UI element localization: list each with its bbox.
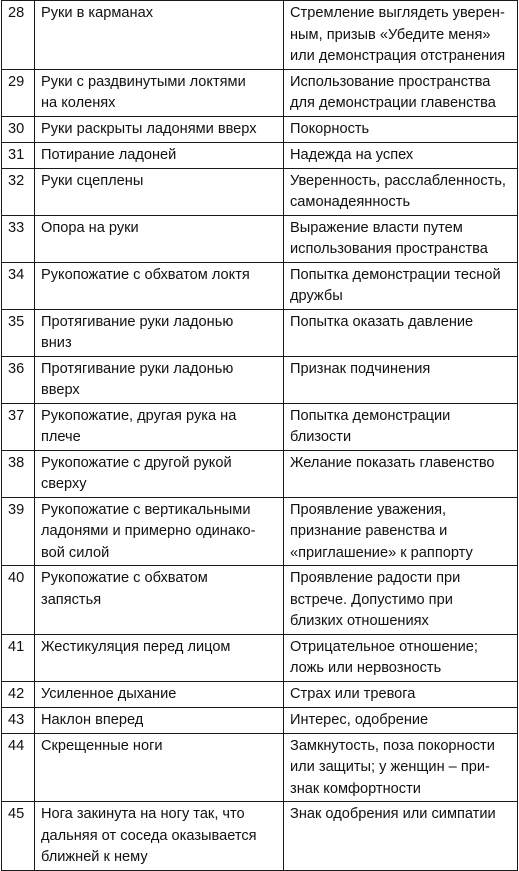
meaning-cell: Интерес, одобрение (284, 707, 518, 733)
row-number: 33 (2, 215, 35, 262)
meaning-cell: Попытка оказать давление (284, 309, 518, 356)
gestures-table (1, 0, 518, 871)
meaning-cell: Выражение власти путем использования пространства (284, 215, 518, 262)
table-row (2, 707, 518, 733)
meaning-cell: Покорность (284, 116, 518, 142)
row-number: 39 (2, 497, 35, 566)
meaning-cell: Надежда на успех (284, 142, 518, 168)
row-number: 42 (2, 681, 35, 707)
row-number: 38 (2, 450, 35, 497)
meaning-cell: Знак одобрения или симпатии (284, 802, 518, 871)
table-row (2, 168, 518, 215)
table-row (2, 69, 518, 116)
meaning-cell: Страх или тревога (284, 681, 518, 707)
gesture-cell: Опора на руки (35, 215, 284, 262)
row-number: 36 (2, 356, 35, 403)
table-row (2, 566, 518, 635)
gesture-cell: Жестикуляция перед лицом (35, 634, 284, 681)
gesture-cell: Усиленное дыхание (35, 681, 284, 707)
table-row (2, 142, 518, 168)
row-number: 44 (2, 733, 35, 802)
table-row (2, 309, 518, 356)
meaning-cell: Проявление радости при встрече. Допустимо при близких отношениях (284, 566, 518, 635)
table-row (2, 1, 518, 70)
meaning-cell: Отрицательное отношение; ложь или нервозность (284, 634, 518, 681)
row-number: 40 (2, 566, 35, 635)
table-row (2, 450, 518, 497)
row-number: 34 (2, 262, 35, 309)
row-number: 45 (2, 802, 35, 871)
meaning-cell: Уверенность, расслабленность, самонадеянность (284, 168, 518, 215)
gesture-cell: Наклон вперед (35, 707, 284, 733)
table-row (2, 497, 518, 566)
meaning-cell: Стремление выглядеть уверен- ным, призыв «Убедите меня» или демонстрация отстранения (284, 1, 518, 70)
meaning-cell: Желание показать главенство (284, 450, 518, 497)
row-number: 29 (2, 69, 35, 116)
row-number: 28 (2, 1, 35, 70)
gesture-cell: Рукопожатие с вертикальными ладонями и примерно одинако- вой силой (35, 497, 284, 566)
gesture-cell: Скрещенные ноги (35, 733, 284, 802)
row-number: 30 (2, 116, 35, 142)
gesture-cell: Руки раскрыты ладонями вверх (35, 116, 284, 142)
row-number: 41 (2, 634, 35, 681)
table-row (2, 403, 518, 450)
gestures-table-body (2, 1, 518, 871)
table-row (2, 681, 518, 707)
gesture-cell: Рукопожатие, другая рука на плече (35, 403, 284, 450)
table-row (2, 116, 518, 142)
meaning-cell: Замкнутость, поза покорности или защиты; у женщин – при- знак комфортности (284, 733, 518, 802)
gesture-cell: Протягивание руки ладонью вверх (35, 356, 284, 403)
gesture-cell: Нога закинута на ногу так, что дальняя от соседа оказывается ближней к нему (35, 802, 284, 871)
table-row (2, 802, 518, 871)
meaning-cell: Использование пространства для демонстрации главенства (284, 69, 518, 116)
table-row (2, 215, 518, 262)
table-row (2, 733, 518, 802)
gesture-cell: Рукопожатие с обхватом запястья (35, 566, 284, 635)
meaning-cell: Признак подчинения (284, 356, 518, 403)
gesture-cell: Рукопожатие с другой рукой сверху (35, 450, 284, 497)
table-row (2, 634, 518, 681)
gesture-cell: Руки с раздвинутыми локтями на коленях (35, 69, 284, 116)
row-number: 43 (2, 707, 35, 733)
gesture-cell: Потирание ладоней (35, 142, 284, 168)
table-row (2, 356, 518, 403)
gesture-cell: Рукопожатие с обхватом локтя (35, 262, 284, 309)
meaning-cell: Проявление уважения, признание равенства и «приглашение» к раппорту (284, 497, 518, 566)
row-number: 35 (2, 309, 35, 356)
row-number: 37 (2, 403, 35, 450)
gesture-cell: Руки в карманах (35, 1, 284, 70)
meaning-cell: Попытка демонстрации тесной дружбы (284, 262, 518, 309)
row-number: 32 (2, 168, 35, 215)
meaning-cell: Попытка демонстрации близости (284, 403, 518, 450)
gesture-cell: Руки сцеплены (35, 168, 284, 215)
gesture-cell: Протягивание руки ладонью вниз (35, 309, 284, 356)
row-number: 31 (2, 142, 35, 168)
table-row (2, 262, 518, 309)
